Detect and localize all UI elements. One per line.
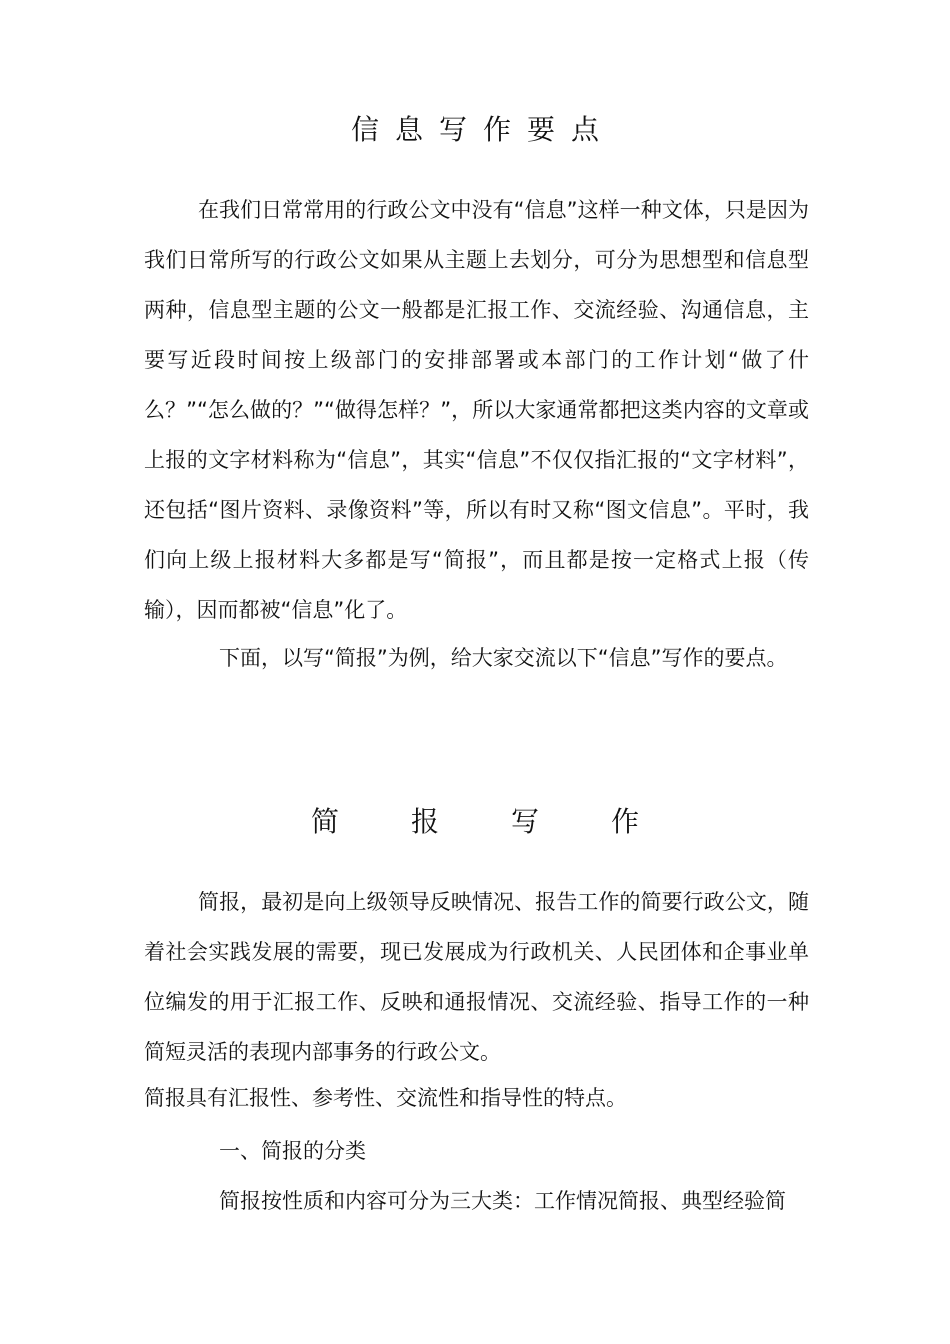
features-line: 简报具有汇报性、参考性、交流性和指导性的特点。	[144, 1086, 627, 1110]
classification-paragraph: 简报按性质和内容可分为三大类：工作情况简报、典型经验简	[219, 1189, 786, 1213]
section-title: 简报写作	[310, 805, 711, 838]
definition-paragraph: 简报，最初是向上级领导反映情况、报告工作的简要行政公文，随着社会实践发展的需要，现已发展成为行政机关、人民团体和企事业单位编发的用于汇报工作、反映和通报情况、交流经验、指导工作的一种简短灵活的表现内部事务的行政公文。	[144, 890, 809, 1064]
subheading: 一、简报的分类	[219, 1139, 366, 1163]
document-title: 信息写作要点	[350, 113, 615, 146]
intro-paragraph: 在我们日常常用的行政公文中没有“信息”这样一种文体，只是因为我们日常所写的行政公文如果从主题上去划分，可分为思想型和信息型两种，信息型主题的公文一般都是汇报工作、交流经验、沟通信息，主要写近段时间按上级部门的安排部署或本部门的工作计划“做了什么？”“怎么做的？”“做得怎样？”，所以大家通常都把这类内容的文章或上报的文字材料称为“信息”，其实“信息”不仅仅指汇报的“文字材料”，还包括“图片资料、录像资料”等，所以有时又称“图文信息”。平时，我们向上级上报材料大多都是写“简报”，而且都是按一定格式上报（传输），因而都被“信息”化了。	[144, 198, 809, 622]
lead-paragraph: 下面，以写“简报”为例，给大家交流以下“信息”写作的要点。	[219, 646, 788, 670]
